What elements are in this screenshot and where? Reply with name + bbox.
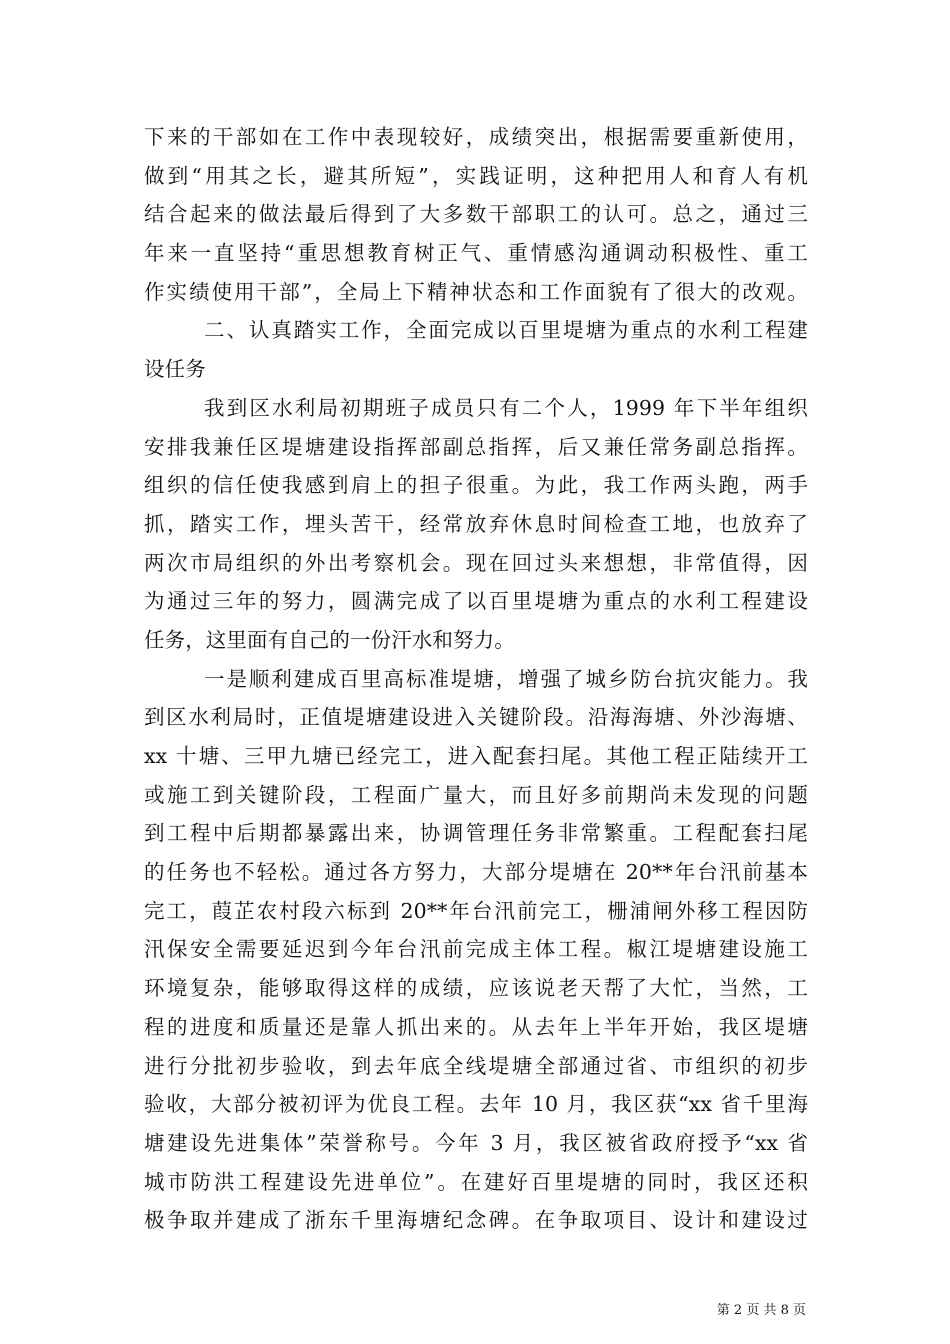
text-line-8: 我到区水利局初期班子成员只有二个人，1999 年下半年组织 [204,395,808,420]
text-line-28: 城市防洪工程建设先进单位”。在建好百里堤塘的同时，我区还积 [144,1169,808,1194]
text-line-14: 任务，这里面有自己的一份汗水和努力。 [144,627,515,652]
text-line-29: 极争取并建成了浙东千里海塘纪念碑。在争取项目、设计和建设过 [144,1208,808,1233]
text-line-12: 两次市局组织的外出考察机会。现在回过头来想想，非常值得，因 [144,550,808,575]
text-line-3: 结合起来的做法最后得到了大多数干部职工的认可。总之，通过三 [144,202,808,227]
text-line-23: 环境复杂，能够取得这样的成绩，应该说老天帮了大忙，当然，工 [144,976,808,1001]
text-line-15: 一是顺利建成百里高标准堤塘，增强了城乡防台抗灾能力。我 [204,666,808,691]
text-line-11: 抓，踏实工作，埋头苦干，经常放弃休息时间检查工地，也放弃了 [144,511,808,536]
text-line-17: xx 十塘、三甲九塘已经完工，进入配套扫尾。其他工程正陆续开工 [144,744,808,768]
text-line-5: 作实绩使用干部”，全局上下精神状态和工作面貌有了很大的改观。 [144,279,808,304]
text-line-22: 汛保安全需要延迟到今年台汛前完成主体工程。椒江堤塘建设施工 [144,937,808,962]
page-number: 第 2 页 共 8 页 [716,1303,806,1318]
text-line-19: 到工程中后期都暴露出来，协调管理任务非常繁重。工程配套扫尾 [144,821,808,846]
text-line-10: 组织的信任使我感到肩上的担子很重。为此，我工作两头跑，两手 [144,473,808,498]
text-line-18: 或施工到关键阶段，工程面广量大，而且好多前期尚未发现的问题 [144,782,808,807]
text-line-21: 完工，葭芷农村段六标到 20**年台汛前完工，栅浦闸外移工程因防 [144,898,808,923]
text-line-26: 验收，大部分被初评为优良工程。去年 10 月，我区获“xx 省千里海 [144,1092,808,1117]
text-line-9: 安排我兼任区堤塘建设指挥部副总指挥，后又兼任常务副总指挥。 [144,434,808,459]
document-body [144,118,808,1240]
text-line-4: 年来一直坚持“重思想教育树正气、重情感沟通调动积极性、重工 [144,241,808,266]
text-line-27: 塘建设先进集体”荣誉称号。今年 3 月，我区被省政府授予“xx 省 [144,1130,808,1155]
text-line-16: 到区水利局时，正值堤塘建设进入关键阶段。沿海海塘、外沙海塘、 [144,705,808,730]
text-line-1: 下来的干部如在工作中表现较好，成绩突出，根据需要重新使用， [144,125,808,149]
section-heading-line-2: 设任务 [144,357,206,382]
text-line-24: 程的进度和质量还是靠人抓出来的。从去年上半年开始，我区堤塘 [144,1014,808,1039]
text-line-13: 为通过三年的努力，圆满完成了以百里堤塘为重点的水利工程建设 [144,589,808,614]
section-heading-line-1: 二、认真踏实工作，全面完成以百里堤塘为重点的水利工程建 [204,318,808,343]
text-line-2: 做到“用其之长，避其所短”，实践证明，这种把用人和育人有机 [144,163,808,188]
text-line-20: 的任务也不轻松。通过各方努力，大部分堤塘在 20**年台汛前基本 [144,860,808,885]
text-line-25: 进行分批初步验收，到去年底全线堤塘全部通过省、市组织的初步 [144,1053,808,1078]
